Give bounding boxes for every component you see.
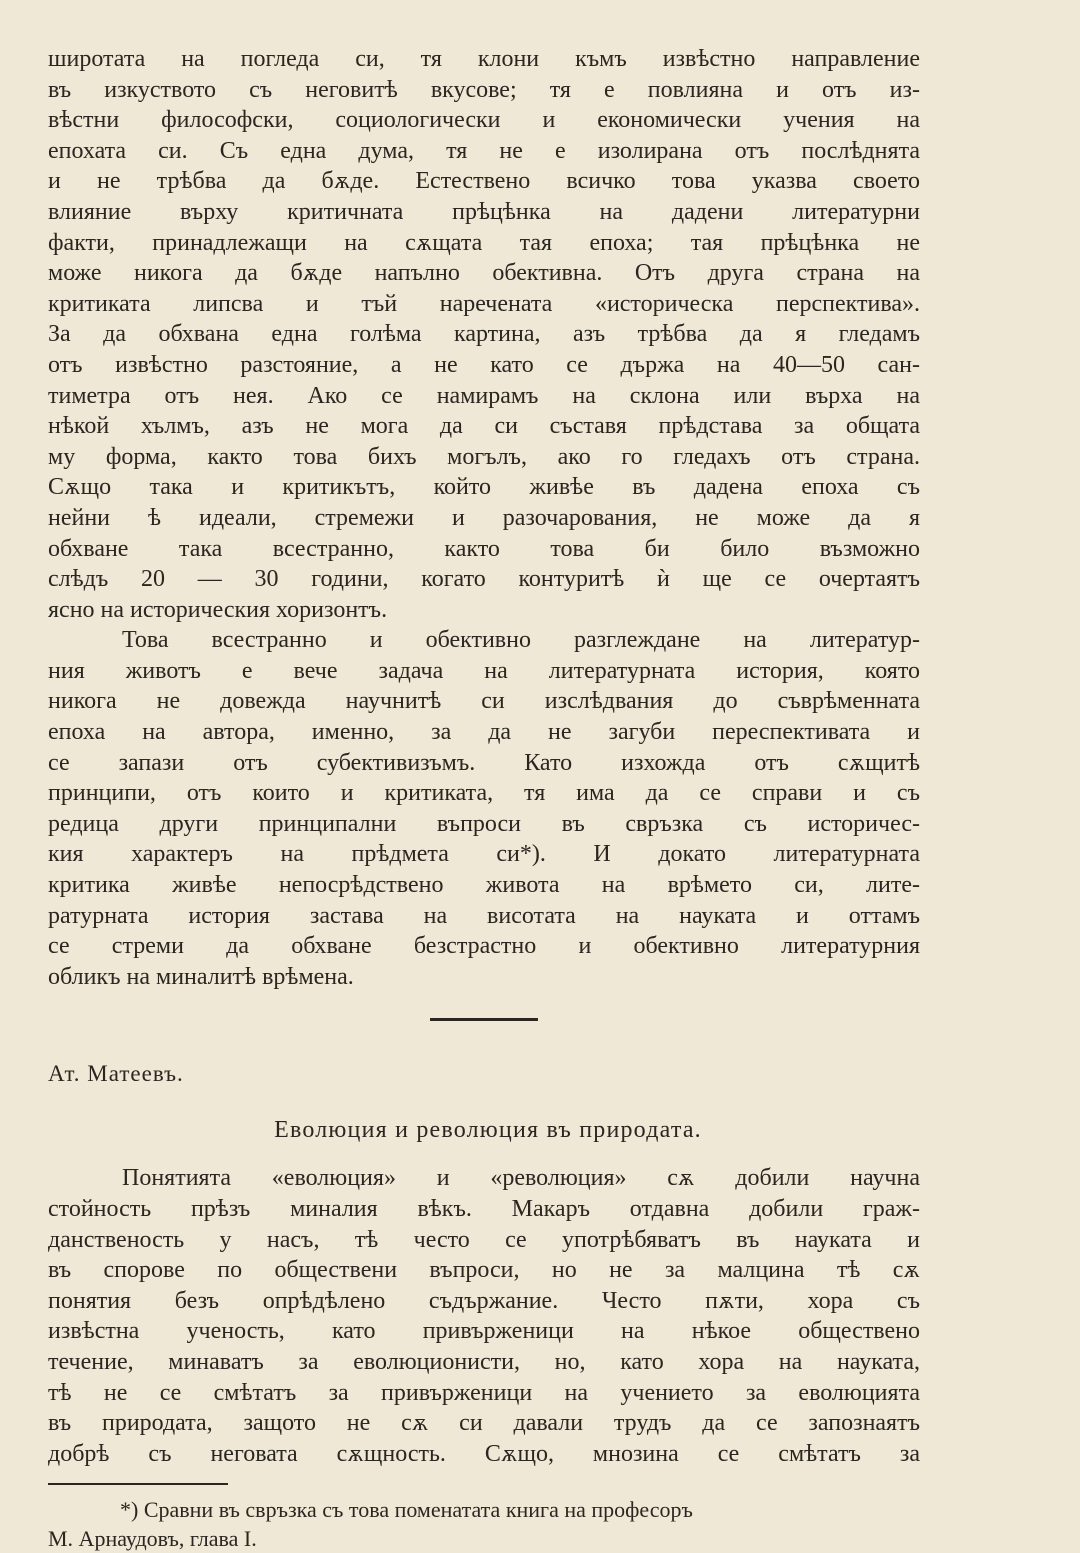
text-line: обликъ на миналитѣ врѣмена. [48, 963, 354, 990]
footnote [48, 1495, 920, 1553]
text-line: му форма, както това бихъ могълъ, ако го гледахъ отъ страна. [48, 443, 920, 470]
text-line: обхване така всестранно, както това би било възможно [48, 535, 920, 562]
text-line: данственость у насъ, тѣ често се употрѣбяватъ въ науката и [48, 1226, 920, 1253]
text-line: критиката липсва и тъй наречената «историческа перспектива». [48, 290, 920, 317]
text-line: течение, минаватъ за еволюционисти, но, като хора на науката, [48, 1348, 920, 1375]
text-line: широтата на погледа си, тя клони къмъ извѣстно направление [48, 46, 920, 72]
text-line: Това всестранно и обективно разглеждане на литератур- [122, 627, 920, 654]
text-line: добрѣ съ неговата сѫщность. Сѫщо, мнозина се смѣтатъ за [48, 1440, 920, 1467]
text-line: тѣ не се смѣтатъ за привърженици на учението за еволюцията [48, 1379, 920, 1406]
text-line: стойность прѣзъ миналия вѣкъ. Макаръ отдавна добили граж- [48, 1196, 920, 1222]
essay-paragraph-1 [48, 44, 920, 625]
footnote-divider [48, 1483, 228, 1485]
text-line: Понятията «еволюция» и «революция» сѫ добили научна [122, 1165, 920, 1192]
text-line: епоха на автора, именно, за да не загуби переспективата и [48, 719, 920, 746]
text-line: тиметра отъ нея. Ако се намирамъ на склона или върха на [48, 382, 920, 409]
text-line: редица други принципални въпроси въ свръзка съ историчес- [48, 810, 920, 837]
article-author: Ат. Матеевъ. [48, 1061, 184, 1087]
text-line: Сѫщо така и критикътъ, който живѣе въ дадена епоха съ [48, 474, 920, 501]
text-line: критика живѣе непосрѣдствено живота на врѣмето си, лите- [48, 872, 920, 899]
text-line: се стреми да обхване безстрастно и обективно литературния [48, 933, 920, 960]
article-title: Еволюция и революция въ природата. [274, 1117, 702, 1144]
text-line: извѣстна ученость, като привърженици на нѣкое обществено [48, 1318, 920, 1345]
text-line: ния животъ е вече задача на литературната история, която [48, 657, 920, 684]
footnote-line: М. Арнаудовъ, глава I. [48, 1526, 257, 1552]
text-line: въ природата, защото не сѫ си давали трудъ да се запознаятъ [48, 1410, 920, 1437]
text-line: вѣстни философски, социологически и економически учения на [48, 107, 920, 134]
text-line: никога не довежда научнитѣ си изслѣдвания до съврѣменната [48, 688, 920, 715]
text-line: влияние върху критичната прѣцѣнка на дадени литературни [48, 198, 920, 225]
text-line: нейни ѣ идеали, стремежи и разочарования, не може да я [48, 504, 920, 531]
text-line: За да обхвана една голѣма картина, азъ трѣбва да я гледамъ [48, 321, 920, 348]
article-paragraph [48, 1163, 920, 1469]
text-line: факти, принадлежащи на сѫщата тая епоха; тая прѣцѣнка не [48, 229, 920, 256]
text-line: епохата си. Съ една дума, тя не е изолирана отъ послѣднята [48, 137, 920, 164]
text-line: въ изкуството съ неговитѣ вкусове; тя е повлияна и отъ из- [48, 76, 920, 103]
text-line: понятия безъ опрѣдѣлено съдържание. Често пѫти, хора съ [48, 1287, 920, 1314]
text-line: отъ извѣстно разстояние, а не като се държа на 40—50 сан- [48, 351, 920, 378]
text-line: слѣдъ 20 — 30 години, когато контуритѣ ѝ ще се очертаятъ [48, 566, 920, 593]
section-divider [430, 1018, 538, 1021]
text-line: и не трѣбва да бѫде. Естествено всичко това указва своето [48, 168, 920, 195]
text-line: нѣкой хълмъ, азъ не мога да си съставя прѣдстава за общата [48, 413, 920, 440]
text-line: принципи, отъ които и критиката, тя има да се справи и съ [48, 780, 920, 807]
text-line: се запази отъ субективизъмъ. Като изхожда отъ сѫщитѣ [48, 749, 920, 776]
text-line: кия характеръ на прѣдмета си*). И докато литературната [48, 841, 920, 868]
text-line: може никога да бѫде напълно обективна. Отъ друга страна на [48, 260, 920, 287]
footnote-line: *) Сравни въ свръзка съ това поменатата книга на професоръ [120, 1497, 693, 1523]
essay-paragraph-2 [48, 625, 920, 992]
text-line: въ спорове по обществени въпроси, но не за малцина тѣ сѫ [48, 1257, 920, 1284]
text-line: ясно на историческия хоризонтъ. [48, 596, 388, 623]
text-line: ратурната история застава на висотата на науката и оттамъ [48, 902, 920, 929]
